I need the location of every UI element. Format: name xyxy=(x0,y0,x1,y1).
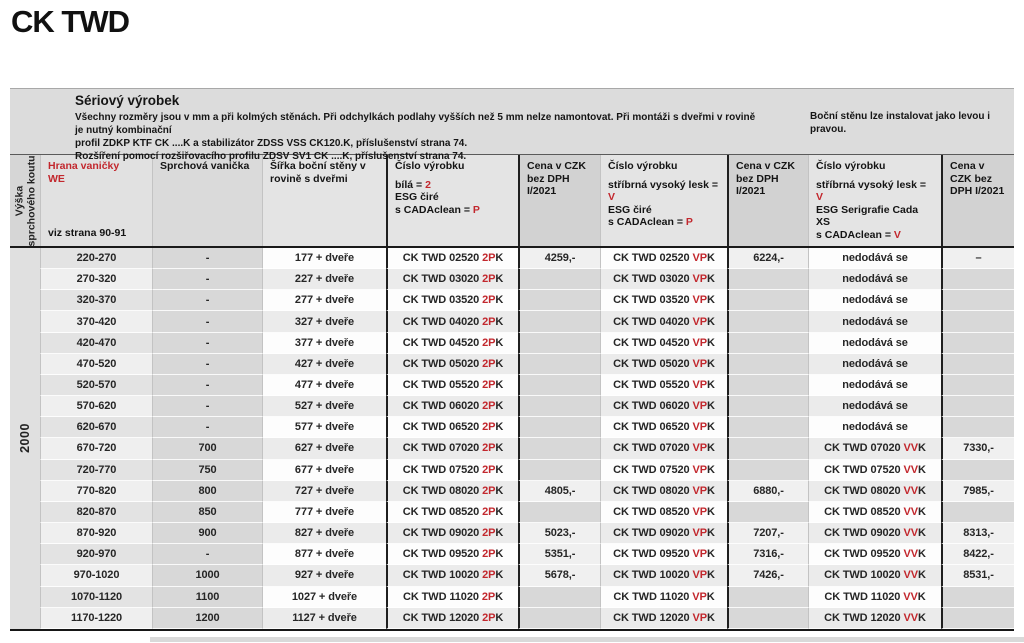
cell-tray: - xyxy=(152,311,262,332)
cell-tray: - xyxy=(152,333,262,354)
cell-range: 370-420 xyxy=(40,311,152,332)
cell-width: 377 + dveře xyxy=(262,333,386,354)
cell-code-vvk: nedodává se xyxy=(808,417,941,438)
cell-tray: 850 xyxy=(152,502,262,523)
cell-price-2pk: 4259,- xyxy=(518,248,600,269)
edge-title: Hrana vaničky xyxy=(48,160,120,172)
cell-tray: - xyxy=(152,248,262,269)
cell-code-2pk: CK TWD 05020 2P K xyxy=(386,354,518,375)
cell-code-vvk: CK TWD 10020 VV K xyxy=(808,565,941,586)
intro-main xyxy=(75,93,765,163)
cell-width: 577 + dveře xyxy=(262,417,386,438)
bottom-strip xyxy=(150,637,1024,642)
table-body xyxy=(10,248,1014,631)
cell-price-vvk xyxy=(941,417,1014,438)
cell-code-2pk: CK TWD 11020 2P K xyxy=(386,587,518,608)
cell-range: 570-620 xyxy=(40,396,152,417)
cell-range: 470-520 xyxy=(40,354,152,375)
cell-price-vpk: 7316,- xyxy=(727,544,808,565)
cell-price-vpk: 6880,- xyxy=(727,481,808,502)
colhead-product-2pk: Číslo výrobku bílá = 2 ESG čiré s CADAclean = P xyxy=(386,155,518,246)
cell-price-vpk xyxy=(727,587,808,608)
cell-range: 670-720 xyxy=(40,438,152,459)
cell-range: 970-1020 xyxy=(40,565,152,586)
cell-width: 327 + dveře xyxy=(262,311,386,332)
cell-price-2pk: 4805,- xyxy=(518,481,600,502)
cell-price-vvk xyxy=(941,333,1014,354)
cell-width: 227 + dveře xyxy=(262,269,386,290)
intro-band xyxy=(10,88,1014,162)
cell-price-vpk: 7426,- xyxy=(727,565,808,586)
cell-code-2pk: CK TWD 04520 2P K xyxy=(386,333,518,354)
cell-code-vvk: CK TWD 07520 VV K xyxy=(808,460,941,481)
cell-code-vvk: CK TWD 12020 VV K xyxy=(808,608,941,629)
cell-range: 420-470 xyxy=(40,333,152,354)
cell-code-vvk: nedodává se xyxy=(808,269,941,290)
cell-price-2pk xyxy=(518,438,600,459)
cell-price-2pk xyxy=(518,333,600,354)
cell-tray: 750 xyxy=(152,460,262,481)
cell-price-2pk xyxy=(518,417,600,438)
cell-code-vpk: CK TWD 09020 VP K xyxy=(600,523,727,544)
cell-price-vvk xyxy=(941,460,1014,481)
edge-note: viz strana 90-91 xyxy=(48,226,127,239)
cell-width: 827 + dveře xyxy=(262,523,386,544)
cell-price-vpk xyxy=(727,269,808,290)
cell-price-2pk xyxy=(518,587,600,608)
column-headers xyxy=(10,155,1014,248)
cell-code-vpk: CK TWD 11020 VP K xyxy=(600,587,727,608)
cell-price-vpk xyxy=(727,396,808,417)
cell-price-vpk xyxy=(727,290,808,311)
colhead-product-vpk: Číslo výrobku stříbrná vysoký lesk = V ESG čiré s CADAclean = P xyxy=(600,155,727,246)
colhead-tray: Sprchová vanička xyxy=(152,155,262,246)
cell-width: 1027 + dveře xyxy=(262,587,386,608)
cell-price-2pk xyxy=(518,396,600,417)
catalog-table xyxy=(10,88,1014,631)
cell-price-vvk: – xyxy=(941,248,1014,269)
cell-price-vvk xyxy=(941,375,1014,396)
cell-code-vvk: nedodává se xyxy=(808,248,941,269)
cell-price-vvk xyxy=(941,587,1014,608)
cell-code-vvk: nedodává se xyxy=(808,354,941,375)
cell-width: 677 + dveře xyxy=(262,460,386,481)
cell-price-vvk: 8422,- xyxy=(941,544,1014,565)
cell-code-vpk: CK TWD 04020 VP K xyxy=(600,311,727,332)
colhead-width: Šířka boční stěny v rovině s dveřmi xyxy=(262,155,386,246)
cell-code-vvk: CK TWD 07020 VV K xyxy=(808,438,941,459)
cell-code-2pk: CK TWD 09020 2P K xyxy=(386,523,518,544)
intro-line-1: Všechny rozměry jsou v mm a při kolmých stěnách. Při odchylkách podlahy vyšších než 5 mm nelze namontovat. Při montáži s dveřmi v rovině je nutný kombinační xyxy=(75,112,756,136)
cell-code-2pk: CK TWD 03020 2P K xyxy=(386,269,518,290)
cell-price-vvk: 7330,- xyxy=(941,438,1014,459)
cell-price-vvk xyxy=(941,354,1014,375)
cell-code-2pk: CK TWD 08520 2P K xyxy=(386,502,518,523)
cell-tray: - xyxy=(152,375,262,396)
cell-code-2pk: CK TWD 08020 2P K xyxy=(386,481,518,502)
cell-tray: 1000 xyxy=(152,565,262,586)
colhead-price-vvk: Cena v CZK bez DPH I/2021 xyxy=(941,155,1014,246)
cell-code-vvk: CK TWD 08020 VV K xyxy=(808,481,941,502)
cell-range: 770-820 xyxy=(40,481,152,502)
cell-code-vvk: CK TWD 11020 VV K xyxy=(808,587,941,608)
cell-price-2pk: 5351,- xyxy=(518,544,600,565)
cell-code-vpk: CK TWD 08520 VP K xyxy=(600,502,727,523)
cell-code-vpk: CK TWD 05520 VP K xyxy=(600,375,727,396)
cell-code-vpk: CK TWD 06020 VP K xyxy=(600,396,727,417)
cell-range: 520-570 xyxy=(40,375,152,396)
cell-price-2pk xyxy=(518,502,600,523)
cell-range: 620-670 xyxy=(40,417,152,438)
cell-code-vpk: CK TWD 12020 VP K xyxy=(600,608,727,629)
cell-price-vvk: 7985,- xyxy=(941,481,1014,502)
cell-width: 727 + dveře xyxy=(262,481,386,502)
cell-width: 877 + dveře xyxy=(262,544,386,565)
cell-price-vvk xyxy=(941,290,1014,311)
cell-code-vvk: nedodává se xyxy=(808,396,941,417)
cell-range: 1070-1120 xyxy=(40,587,152,608)
cell-code-vvk: CK TWD 09520 VV K xyxy=(808,544,941,565)
cell-code-vpk: CK TWD 05020 VP K xyxy=(600,354,727,375)
cell-price-vpk xyxy=(727,333,808,354)
cell-price-vpk xyxy=(727,417,808,438)
cell-code-vpk: CK TWD 07520 VP K xyxy=(600,460,727,481)
intro-line-2: profil ZDKP KTF CK ....K a stabilizátor ZDSS VSS CK120.K, příslušenství strana 74. xyxy=(75,138,468,149)
cell-range: 720-770 xyxy=(40,460,152,481)
cell-code-vvk: CK TWD 08520 VV K xyxy=(808,502,941,523)
cell-code-vpk: CK TWD 10020 VP K xyxy=(600,565,727,586)
cell-code-2pk: CK TWD 12020 2P K xyxy=(386,608,518,629)
page-title: CK TWD xyxy=(11,4,129,39)
cell-tray: - xyxy=(152,354,262,375)
cell-price-vpk xyxy=(727,354,808,375)
cell-code-vvk: nedodává se xyxy=(808,290,941,311)
cell-code-vvk: CK TWD 09020 VV K xyxy=(808,523,941,544)
cell-price-2pk xyxy=(518,375,600,396)
cell-code-vvk: nedodává se xyxy=(808,333,941,354)
height-axis-label: Výška sprchového koutu xyxy=(13,155,38,246)
cell-price-vvk xyxy=(941,502,1014,523)
cell-price-2pk xyxy=(518,311,600,332)
colhead-price-vpk: Cena v CZK bez DPH I/2021 xyxy=(727,155,808,246)
cell-width: 277 + dveře xyxy=(262,290,386,311)
cell-price-vvk xyxy=(941,311,1014,332)
cell-code-2pk: CK TWD 02520 2P K xyxy=(386,248,518,269)
cell-price-2pk: 5678,- xyxy=(518,565,600,586)
cell-range: 220-270 xyxy=(40,248,152,269)
intro-line-3: Rozšíření pomocí rozšiřovacího profilu ZDSV SV1 CK ....K, příslušenství strana 74. xyxy=(75,151,467,162)
cell-code-vpk: CK TWD 03520 VP K xyxy=(600,290,727,311)
cell-code-vvk: nedodává se xyxy=(808,375,941,396)
cell-price-vpk xyxy=(727,438,808,459)
cell-width: 177 + dveře xyxy=(262,248,386,269)
cell-code-2pk: CK TWD 06020 2P K xyxy=(386,396,518,417)
cell-width: 427 + dveře xyxy=(262,354,386,375)
cell-range: 270-320 xyxy=(40,269,152,290)
colhead-price-2pk: Cena v CZK bez DPH I/2021 xyxy=(518,155,600,246)
cell-code-vvk: nedodává se xyxy=(808,311,941,332)
cell-code-2pk: CK TWD 07520 2P K xyxy=(386,460,518,481)
colhead-edge xyxy=(40,155,152,246)
cell-range: 1170-1220 xyxy=(40,608,152,629)
cell-code-2pk: CK TWD 09520 2P K xyxy=(386,544,518,565)
cell-code-vpk: CK TWD 02520 VP K xyxy=(600,248,727,269)
edge-code: WE xyxy=(48,172,65,185)
cell-width: 927 + dveře xyxy=(262,565,386,586)
cell-code-2pk: CK TWD 04020 2P K xyxy=(386,311,518,332)
cell-tray: 1100 xyxy=(152,587,262,608)
intro-heading: Sériový výrobek xyxy=(75,93,180,108)
cell-tray: - xyxy=(152,544,262,565)
cell-price-2pk xyxy=(518,290,600,311)
cell-range: 920-970 xyxy=(40,544,152,565)
cell-price-vvk: 8313,- xyxy=(941,523,1014,544)
cell-tray: 700 xyxy=(152,438,262,459)
cell-tray: - xyxy=(152,417,262,438)
cell-code-vpk: CK TWD 04520 VP K xyxy=(600,333,727,354)
cell-code-2pk: CK TWD 03520 2P K xyxy=(386,290,518,311)
cell-price-2pk xyxy=(518,460,600,481)
cell-tray: 900 xyxy=(152,523,262,544)
cell-width: 527 + dveře xyxy=(262,396,386,417)
cell-range: 870-920 xyxy=(40,523,152,544)
cell-range: 320-370 xyxy=(40,290,152,311)
cell-price-vvk xyxy=(941,269,1014,290)
cell-width: 1127 + dveře xyxy=(262,608,386,629)
cell-code-2pk: CK TWD 05520 2P K xyxy=(386,375,518,396)
cell-code-vpk: CK TWD 07020 VP K xyxy=(600,438,727,459)
cell-price-2pk: 5023,- xyxy=(518,523,600,544)
cell-price-2pk xyxy=(518,608,600,629)
cell-code-2pk: CK TWD 10020 2P K xyxy=(386,565,518,586)
cell-price-vvk xyxy=(941,396,1014,417)
cell-price-vpk xyxy=(727,608,808,629)
cell-price-vpk: 6224,- xyxy=(727,248,808,269)
cell-price-vpk xyxy=(727,375,808,396)
height-value: 2000 xyxy=(18,423,32,454)
cell-code-vpk: CK TWD 09520 VP K xyxy=(600,544,727,565)
cell-tray: - xyxy=(152,269,262,290)
cell-code-2pk: CK TWD 07020 2P K xyxy=(386,438,518,459)
colhead-height-axis xyxy=(10,155,40,246)
cell-price-vpk xyxy=(727,460,808,481)
intro-side-note: Boční stěnu lze instalovat jako levou i pravou. xyxy=(810,111,991,135)
cell-price-vvk: 8531,- xyxy=(941,565,1014,586)
cell-price-vvk xyxy=(941,608,1014,629)
cell-range: 820-870 xyxy=(40,502,152,523)
cell-price-vpk: 7207,- xyxy=(727,523,808,544)
cell-code-vpk: CK TWD 08020 VP K xyxy=(600,481,727,502)
cell-tray: 800 xyxy=(152,481,262,502)
cell-code-vpk: CK TWD 06520 VP K xyxy=(600,417,727,438)
cell-tray: - xyxy=(152,290,262,311)
height-value-cell xyxy=(10,248,40,629)
cell-code-2pk: CK TWD 06520 2P K xyxy=(386,417,518,438)
colhead-product-vvk: Číslo výrobku stříbrná vysoký lesk = V ESG Serigrafie Cada XS s CADAclean = V xyxy=(808,155,941,246)
cell-price-vpk xyxy=(727,502,808,523)
cell-price-2pk xyxy=(518,269,600,290)
cell-code-vpk: CK TWD 03020 VP K xyxy=(600,269,727,290)
cell-width: 477 + dveře xyxy=(262,375,386,396)
cell-width: 777 + dveře xyxy=(262,502,386,523)
cell-tray: 1200 xyxy=(152,608,262,629)
cell-price-vpk xyxy=(727,311,808,332)
cell-price-2pk xyxy=(518,354,600,375)
cell-tray: - xyxy=(152,396,262,417)
cell-width: 627 + dveře xyxy=(262,438,386,459)
